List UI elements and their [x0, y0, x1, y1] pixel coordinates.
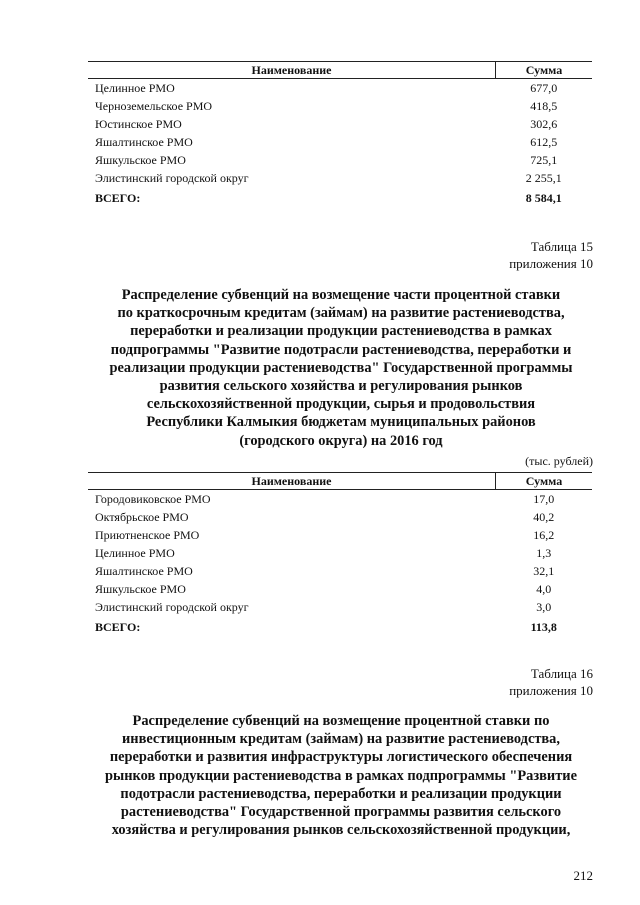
row-name: Яшалтинское РМО: [95, 563, 193, 578]
title-line: переработки и реализации продукции растениеводства в рамках: [130, 323, 552, 340]
table-header-row: [88, 62, 592, 79]
row-sum: 2 255,1: [525, 170, 562, 185]
row-name: Юстинское РМО: [95, 116, 182, 131]
table-row: [88, 580, 592, 598]
title-line: Республики Калмыкия бюджетам муниципальных районов: [146, 414, 536, 431]
title-line: подпрограммы "Развитие подотрасли растениеводства, переработки и: [110, 341, 572, 358]
title-line: Распределение субвенций на возмещение части процентной ставки: [121, 287, 561, 303]
header-sum: Сумма: [496, 473, 593, 490]
row-sum: 17,0: [533, 491, 555, 506]
row-name: Целинное РМО: [95, 545, 175, 560]
page-number: 212: [573, 868, 593, 883]
table-row: [88, 79, 592, 98]
table-15-title: [90, 286, 592, 450]
table-row: [88, 169, 592, 187]
table-number: Таблица 16: [530, 666, 593, 681]
table-continued: [88, 61, 592, 209]
table-row: [88, 490, 592, 509]
table-header-row: [88, 473, 592, 490]
row-sum: 3,0: [536, 599, 552, 614]
table-row: [88, 598, 592, 616]
header-name: Наименование: [88, 473, 496, 490]
appendix-number: приложения 10: [509, 683, 593, 698]
total-label: ВСЕГО:: [95, 619, 141, 634]
table-row: [88, 562, 592, 580]
table-15: [88, 472, 592, 638]
row-sum: 418,5: [530, 98, 558, 113]
total-row: [88, 616, 592, 638]
title-line: подотрасли растениеводства, переработки и реализации продукции: [120, 785, 562, 802]
table-row: [88, 508, 592, 526]
row-name: Городовиковское РМО: [95, 491, 211, 506]
header-sum: Сумма: [496, 62, 593, 79]
appendix-number: приложения 10: [509, 256, 593, 271]
table-row: [88, 151, 592, 169]
row-name: Яшалтинское РМО: [95, 134, 193, 149]
title-line: реализации продукции растениеводства" Государственной программы: [109, 359, 573, 376]
title-line: Распределение субвенций на возмещение процентной ставки по: [132, 713, 550, 729]
table-number: Таблица 15: [530, 239, 593, 254]
row-name: Элистинский городской округ: [95, 599, 249, 614]
title-line: (городского округа) на 2016 год: [239, 432, 443, 449]
table-row: [88, 133, 592, 151]
row-name: Целинное РМО: [95, 80, 175, 95]
row-name: Черноземельское РМО: [95, 98, 213, 113]
title-line: переработки и развития инфраструктуры логистического обеспечения: [109, 749, 573, 766]
row-name: Яшкульское РМО: [95, 152, 186, 167]
table-row: [88, 526, 592, 544]
title-line: сельскохозяйственной продукции, сырья и продовольствия: [146, 396, 536, 413]
title-line: хозяйства и регулирования рынков сельскохозяйственной продукции,: [111, 822, 571, 839]
row-sum: 725,1: [530, 152, 558, 167]
table-row: [88, 115, 592, 133]
title-line: инвестиционным кредитам (займам) на развитие растениеводства,: [122, 731, 560, 748]
row-sum: 302,6: [530, 116, 558, 131]
row-sum: 1,3: [536, 545, 552, 560]
table-row: [88, 544, 592, 562]
row-sum: 677,0: [530, 80, 558, 95]
total-row: [88, 187, 592, 209]
title-line: рынков продукции растениеводства в рамках подпрограммы "Развитие: [105, 767, 577, 784]
title-line: по краткосрочным кредитам (займам) на развитие растениеводства,: [117, 305, 565, 322]
table-16-title: [90, 712, 592, 839]
header-name: Наименование: [88, 62, 496, 79]
row-sum: 16,2: [533, 527, 555, 542]
row-name: Яшкульское РМО: [95, 581, 186, 596]
row-name: Приютненское РМО: [95, 527, 200, 542]
row-name: Элистинский городской округ: [95, 170, 249, 185]
table-row: [88, 97, 592, 115]
unit-note: (тыс. рублей): [525, 454, 593, 468]
row-name: Октябрьское РМО: [95, 509, 189, 524]
title-line: растениеводства" Государственной программы развития сельского: [120, 804, 562, 821]
row-sum: 612,5: [530, 134, 558, 149]
row-sum: 4,0: [536, 581, 552, 596]
row-sum: 40,2: [533, 509, 555, 524]
total-label: ВСЕГО:: [95, 190, 141, 205]
title-line: развития сельского хозяйства и регулирования рынков: [159, 378, 523, 395]
total-sum: 8 584,1: [525, 190, 562, 205]
total-sum: 113,8: [530, 619, 557, 634]
table-16-reference: [509, 665, 593, 699]
table-15-reference: [509, 238, 593, 272]
row-sum: 32,1: [533, 563, 555, 578]
